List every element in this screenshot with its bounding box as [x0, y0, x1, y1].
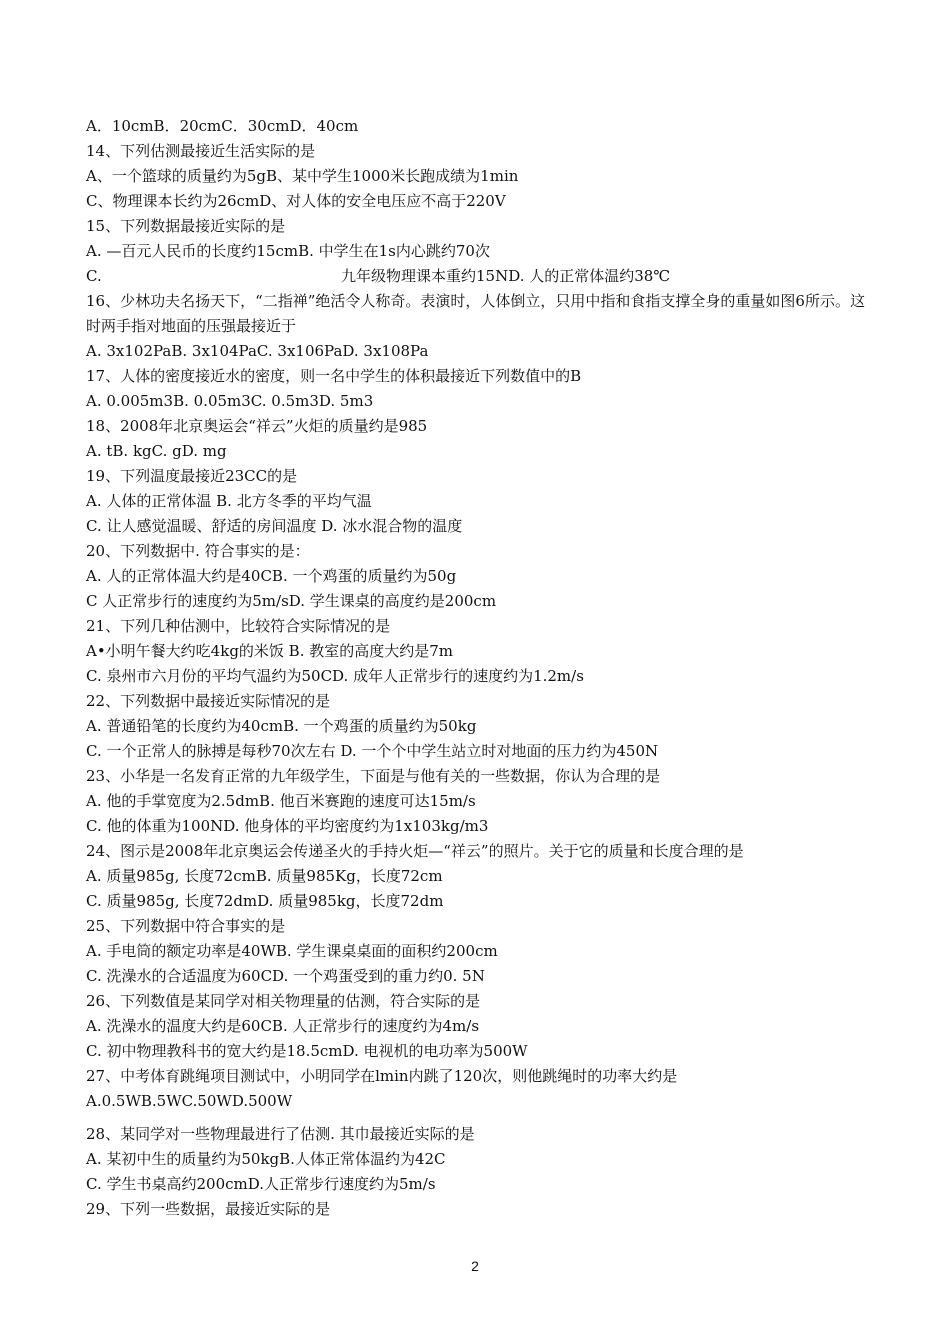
question-19: 19、下列温度最接近23CC的是	[86, 467, 298, 485]
text-line: C. 他的体重为100ND. 他身体的平均密度约为1x103kg/m3	[86, 817, 489, 835]
question-16: 16、少林功夫名扬天下，“二指禅”绝活令人称奇。表演时，人体倒立，只用中指和食指支撑全身的重量如图6所示。这时两手指对地面的压强最接近于	[86, 292, 865, 335]
text-line: A. 手电筒的额定功率是40WB. 学生课桌桌面的面积约200cm	[86, 942, 498, 960]
text-line: A•小明午餐大约吃4kg的米饭 B. 教室的高度大约是7m	[86, 642, 454, 660]
text-line: A. 0.005m3B. 0.05m3C. 0.5m3D. 5m3	[86, 392, 374, 410]
question-23: 23、小华是一名发育正常的九年级学生，下面是与他有关的一些数据，你认为合理的是	[86, 767, 661, 785]
text-line: C. 质量985g, 长度72dmD. 质量985kg，长度72dm	[86, 892, 444, 910]
question-26: 26、下列数值是某同学对相关物理量的估测，符合实际的是	[86, 992, 481, 1010]
text-line: A. 质量985g, 长度72cmB. 质量985Kg，长度72cm	[86, 867, 443, 885]
text-line: C. 初中物理教科书的宽大约是18.5cmD. 电视机的电功率为500W	[86, 1042, 528, 1060]
text-line: A. 某初中生的质量约为50kgB.人体正常体温约为42C	[86, 1150, 446, 1168]
text-line: A. 人体的正常体温 B. 北方冬季的平均气温	[86, 492, 372, 510]
text-line: C. 让人感觉温暖、舒适的房间温度 D. 冰水混合物的温度	[86, 517, 463, 535]
question-25: 25、下列数据中符合事实的是	[86, 917, 286, 935]
option-text: 九年级物理课本重约15ND. 人的正常体温约38℃	[341, 267, 671, 285]
text-line: A. 3x102PaB. 3x104PaC. 3x106PaD. 3x108Pa	[86, 342, 429, 360]
text-line: A．10cmB．20cmC．30cmD．40cm	[86, 117, 359, 135]
question-17: 17、人体的密度接近水的密度，则一名中学生的体积最接近下列数值中的B	[86, 367, 582, 385]
option-label: C.	[86, 267, 102, 285]
question-20: 20、下列数据中. 符合事实的是：	[86, 542, 310, 560]
text-line: A.0.5WB.5WC.50WD.500W	[86, 1092, 293, 1110]
text-line: A. 普通铅笔的长度约为40cmB. 一个鸡蛋的质量约为50kg	[86, 717, 477, 735]
question-18: 18、2008年北京奥运会“祥云”火炬的质量约是985	[86, 417, 428, 435]
text-line: A. 洗澡水的温度大约是60CB. 人正常步行的速度约为4m/s	[86, 1017, 480, 1035]
question-21: 21、下列几种估测中，比较符合实际情况的是	[86, 617, 391, 635]
question-24: 24、图示是2008年北京奥运会传递圣火的手持火炬—“祥云”的照片。关于它的质量和长度合理的是	[86, 842, 744, 860]
text-line: C. 泉州市六月份的平均气温约为50CD. 成年人正常步行的速度约为1.2m/s	[86, 667, 584, 685]
question-14: 14、下列估测最接近生活实际的是	[86, 142, 316, 160]
text-line: C. 洗澡水的合适温度为60CD. 一个鸡蛋受到的重力约0. 5N	[86, 967, 485, 985]
text-line: A. tB. kgC. gD. mg	[86, 442, 227, 460]
text-line: A. —百元人民币的长度约15cmB. 中学生在1s内心跳约70次	[86, 242, 490, 260]
text-line: A. 他的手掌宽度为2.5dmB. 他百米赛跑的速度可达15m/s	[86, 792, 476, 810]
text-line: C. 一个正常人的脉搏是每秒70次左右 D. 一个个中学生站立时对地面的压力约为450N	[86, 742, 659, 760]
text-line-15c	[86, 264, 866, 289]
page-number: 2	[471, 1258, 479, 1274]
question-22: 22、下列数据中最接近实际情况的是	[86, 692, 331, 710]
text-line: A. 人的正常体温大约是40CB. 一个鸡蛋的质量约为50g	[86, 567, 457, 585]
text-line: C 人正常步行的速度约为5m/sD. 学生课桌的高度约是200cm	[86, 592, 497, 610]
text-line: C. 学生书桌高约200cmD.人正常步行速度约为5m/s	[86, 1175, 436, 1193]
question-28: 28、某同学对一些物理最进行了估测. 其巾最接近实际的是	[86, 1125, 475, 1143]
question-29: 29、下列一些数据，最接近实际的是	[86, 1200, 331, 1218]
document-body	[86, 114, 866, 1222]
question-27: 27、中考体育跳绳项目测试中，小明同学在lmin内跳了120次，则他跳绳时的功率大约是	[86, 1067, 678, 1085]
question-15: 15、下列数据最接近实际的是	[86, 217, 286, 235]
text-line: C、物理课本长约为26cmD、对人体的安全电压应不高于220V	[86, 192, 506, 210]
text-line: A、一个篮球的质量约为5gB、某中学生1000米长跑成绩为1min	[86, 167, 519, 185]
